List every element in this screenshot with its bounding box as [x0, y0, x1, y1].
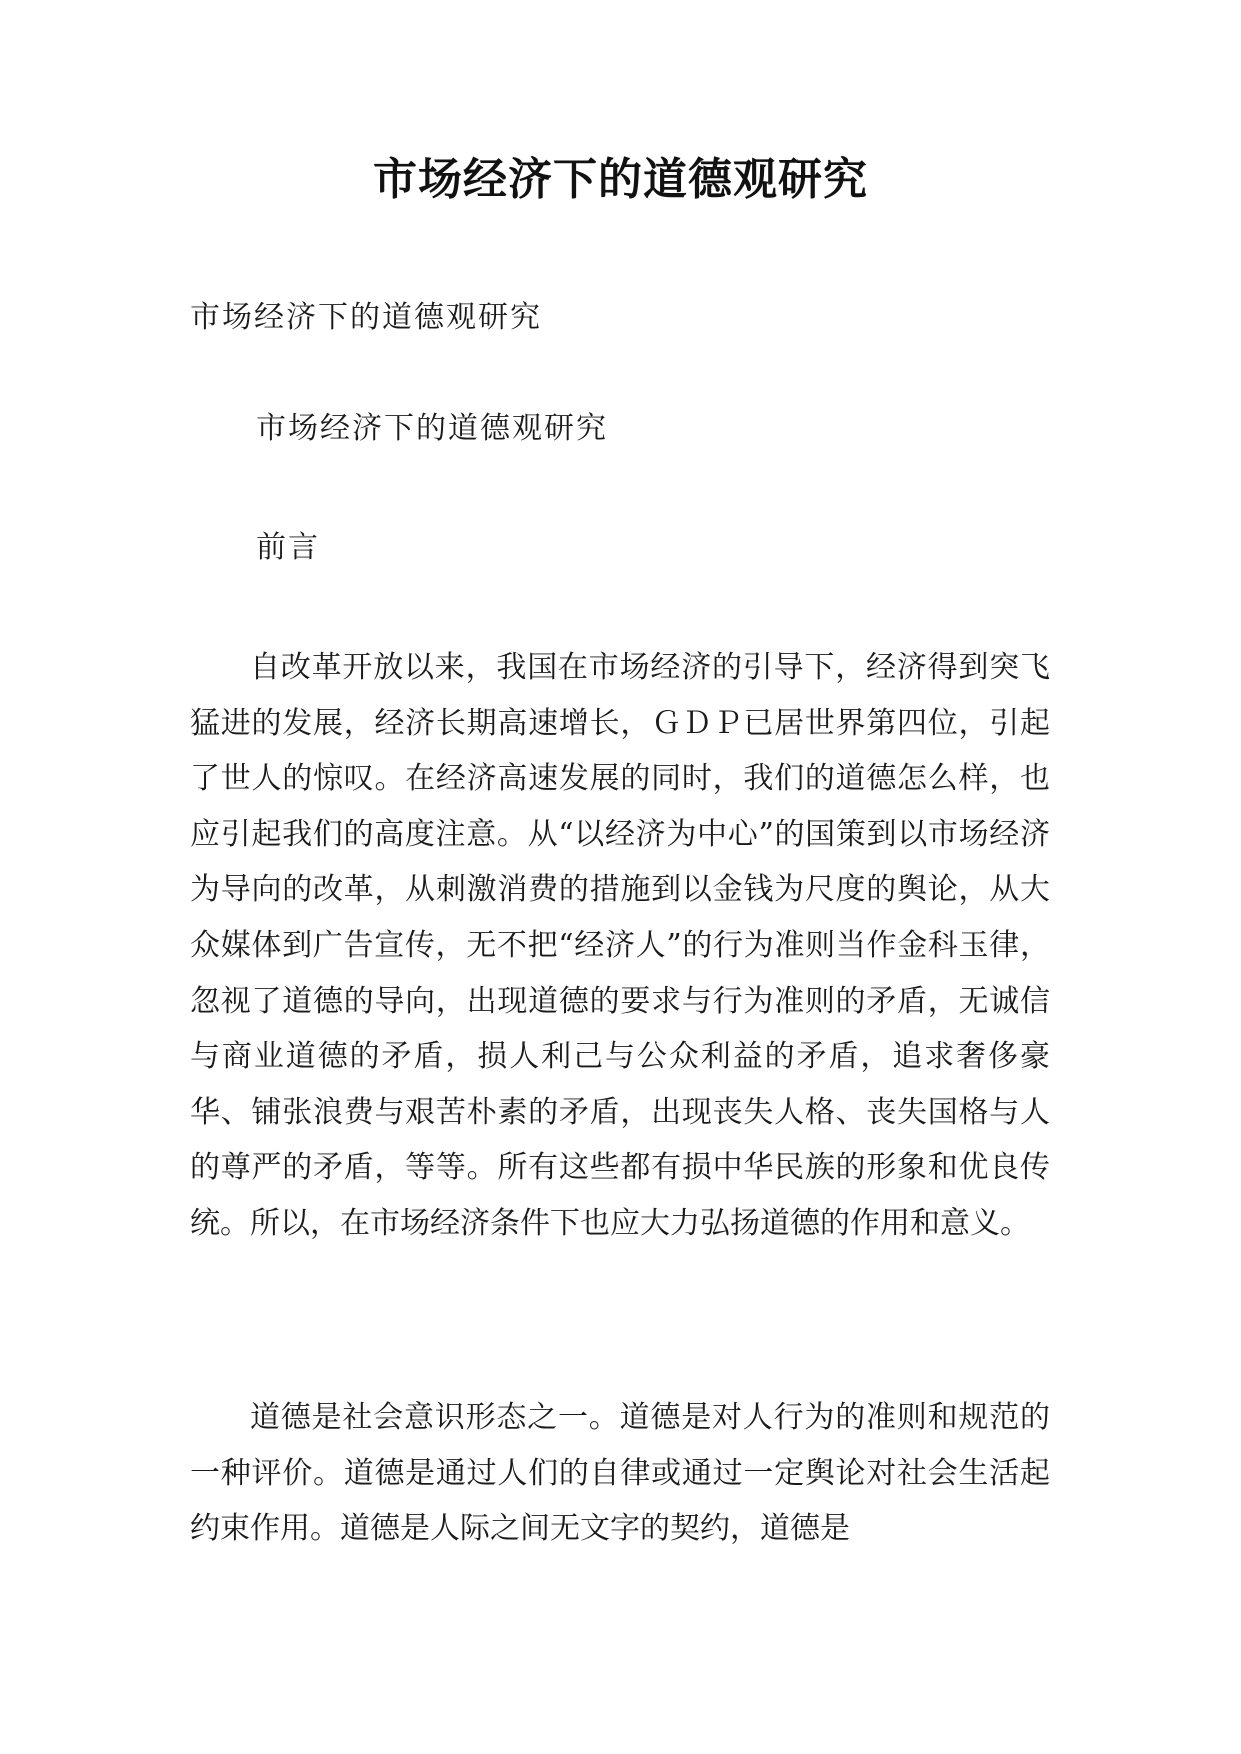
document-subtitle-indented: 市场经济下的道德观研究: [256, 411, 608, 446]
body-paragraph-2: 道德是社会意识形态之一。道德是对人行为的准则和规范的一种评价。道德是通过人们的自律或通过一定舆论对社会生活起约束作用。道德是人际之间无文字的契约，道德是: [190, 1400, 1050, 1547]
document-title: 市场经济下的道德观研究: [373, 154, 868, 205]
preface-heading: 前言: [256, 530, 320, 565]
body-paragraph-1: 自改革开放以来，我国在市场经济的引导下，经济得到突飞猛进的发展，经济长期高速增长，ＧＤＰ已居世界第四位，引起了世人的惊叹。在经济高速发展的同时，我们的道德怎么样，也应引起我们的高度注意。从“以经济为中心”的国策到以市场经济为导向的改革，从刺激消费的措施到以金钱为尺度的舆论，从大众媒体到广告宣传，无不把“经济人”的行为准则当作金科玉律，忽视了道德的导向，出现道德的要求与行为准则的矛盾，无诚信与商业道德的矛盾，损人利己与公众利益的矛盾，追求奢侈豪华、铺张浪费与艰苦朴素的矛盾，出现丧失人格、丧失国格与人的尊严的矛盾，等等。所有这些都有损中华民族的形象和优良传统。所以，在市场经济条件下也应大力弘扬道德的作用和意义。: [190, 650, 1050, 1241]
document-subtitle: 市场经济下的道德观研究: [190, 300, 542, 335]
